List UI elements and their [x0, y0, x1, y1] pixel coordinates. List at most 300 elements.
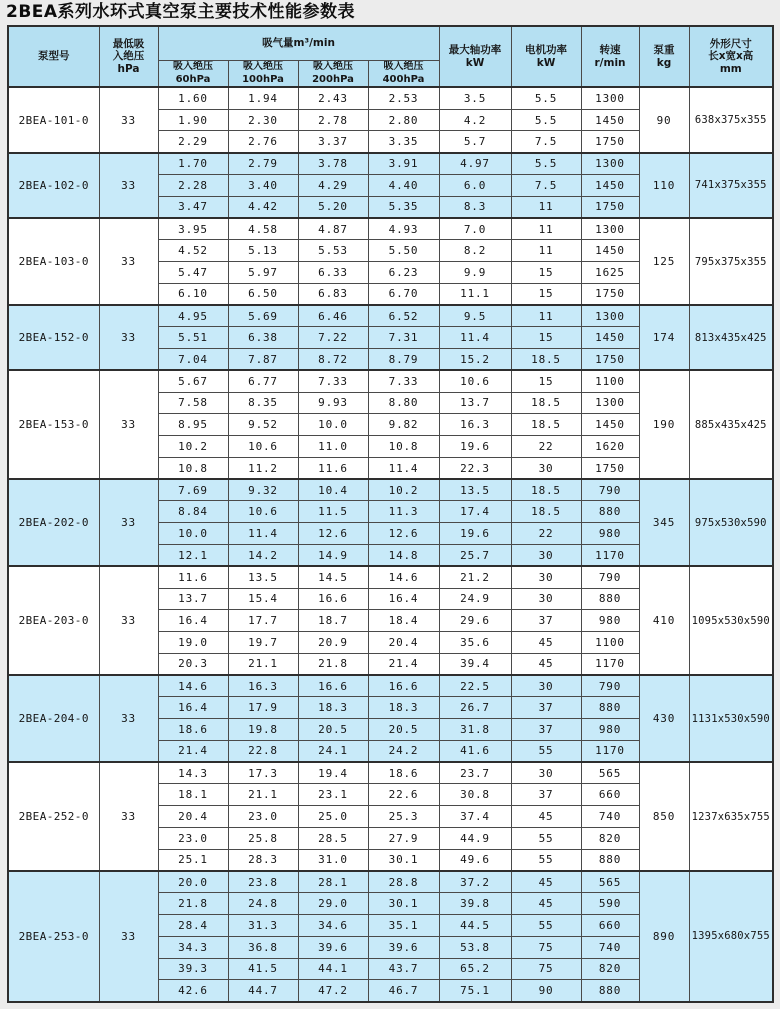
speed-cell: 790: [581, 566, 639, 588]
weight-cell: 850: [639, 762, 689, 871]
capacity-400-cell: 43.7: [368, 958, 439, 980]
capacity-400-cell: 10.8: [368, 436, 439, 458]
motor-power-cell: 22: [511, 523, 581, 545]
capacity-400-cell: 39.6: [368, 936, 439, 958]
speed-cell: 880: [581, 588, 639, 610]
capacity-60-cell: 20.3: [158, 653, 228, 675]
capacity-400-cell: 6.70: [368, 283, 439, 305]
model-cell: 2BEA-153-0: [8, 370, 99, 479]
speed-cell: 565: [581, 762, 639, 784]
motor-power-cell: 11: [511, 240, 581, 262]
capacity-400-cell: 30.1: [368, 893, 439, 915]
speed-cell: 1450: [581, 414, 639, 436]
capacity-200-cell: 2.78: [298, 109, 368, 131]
capacity-200-cell: 16.6: [298, 675, 368, 697]
shaft-power-cell: 35.6: [439, 632, 511, 654]
col-header-capacity-group: 吸气量m³/min: [158, 26, 439, 60]
capacity-200-cell: 29.0: [298, 893, 368, 915]
col-header-dimensions: 外形尺寸 长x宽x高 mm: [689, 26, 773, 87]
shaft-power-cell: 8.3: [439, 196, 511, 218]
capacity-60-cell: 3.47: [158, 196, 228, 218]
shaft-power-cell: 31.8: [439, 719, 511, 741]
capacity-60-cell: 34.3: [158, 936, 228, 958]
speed-cell: 740: [581, 936, 639, 958]
speed-cell: 880: [581, 849, 639, 871]
capacity-400-cell: 21.4: [368, 653, 439, 675]
capacity-100-cell: 9.52: [228, 414, 298, 436]
capacity-400-cell: 8.79: [368, 349, 439, 371]
capacity-60-cell: 12.1: [158, 544, 228, 566]
motor-power-cell: 37: [511, 697, 581, 719]
capacity-100-cell: 15.4: [228, 588, 298, 610]
capacity-100-cell: 23.8: [228, 871, 298, 893]
speed-cell: 980: [581, 610, 639, 632]
capacity-200-cell: 11.6: [298, 457, 368, 479]
shaft-power-cell: 4.97: [439, 153, 511, 175]
capacity-60-cell: 16.4: [158, 697, 228, 719]
table-row: [8, 762, 773, 784]
capacity-100-cell: 1.94: [228, 87, 298, 109]
capacity-60-cell: 1.60: [158, 87, 228, 109]
capacity-60-cell: 10.2: [158, 436, 228, 458]
table-body: [8, 87, 773, 1001]
shaft-power-cell: 44.9: [439, 827, 511, 849]
motor-power-cell: 15: [511, 327, 581, 349]
table-row: [8, 218, 773, 240]
capacity-60-cell: 2.29: [158, 131, 228, 153]
shaft-power-cell: 21.2: [439, 566, 511, 588]
table-row: [8, 675, 773, 697]
shaft-power-cell: 22.3: [439, 457, 511, 479]
dimensions-cell: 885x435x425: [689, 370, 773, 479]
speed-cell: 1450: [581, 240, 639, 262]
min-pressure-cell: 33: [99, 479, 158, 566]
capacity-100-cell: 19.7: [228, 632, 298, 654]
capacity-200-cell: 18.7: [298, 610, 368, 632]
motor-power-cell: 15: [511, 283, 581, 305]
min-pressure-cell: 33: [99, 87, 158, 152]
motor-power-cell: 18.5: [511, 479, 581, 501]
motor-power-cell: 11: [511, 218, 581, 240]
min-pressure-cell: 33: [99, 675, 158, 762]
speed-cell: 740: [581, 806, 639, 828]
capacity-100-cell: 2.30: [228, 109, 298, 131]
weight-cell: 125: [639, 218, 689, 305]
weight-cell: 890: [639, 871, 689, 1002]
capacity-200-cell: 44.1: [298, 958, 368, 980]
capacity-60-cell: 7.58: [158, 392, 228, 414]
capacity-100-cell: 44.7: [228, 980, 298, 1002]
capacity-200-cell: 34.6: [298, 914, 368, 936]
capacity-200-cell: 23.1: [298, 784, 368, 806]
capacity-200-cell: 6.33: [298, 262, 368, 284]
motor-power-cell: 30: [511, 457, 581, 479]
speed-cell: 1620: [581, 436, 639, 458]
capacity-400-cell: 12.6: [368, 523, 439, 545]
shaft-power-cell: 22.5: [439, 675, 511, 697]
capacity-200-cell: 20.9: [298, 632, 368, 654]
shaft-power-cell: 10.6: [439, 370, 511, 392]
speed-cell: 880: [581, 980, 639, 1002]
speed-cell: 820: [581, 827, 639, 849]
shaft-power-cell: 6.0: [439, 174, 511, 196]
shaft-power-cell: 4.2: [439, 109, 511, 131]
capacity-400-cell: 16.6: [368, 675, 439, 697]
capacity-200-cell: 4.87: [298, 218, 368, 240]
speed-cell: 1750: [581, 457, 639, 479]
capacity-60-cell: 10.0: [158, 523, 228, 545]
capacity-200-cell: 11.5: [298, 501, 368, 523]
speed-cell: 1625: [581, 262, 639, 284]
motor-power-cell: 18.5: [511, 349, 581, 371]
capacity-400-cell: 28.8: [368, 871, 439, 893]
col-header-max-shaft-power: 最大轴功率 kW: [439, 26, 511, 87]
motor-power-cell: 5.5: [511, 87, 581, 109]
capacity-400-cell: 2.80: [368, 109, 439, 131]
capacity-100-cell: 16.3: [228, 675, 298, 697]
model-cell: 2BEA-202-0: [8, 479, 99, 566]
capacity-100-cell: 2.79: [228, 153, 298, 175]
model-cell: 2BEA-253-0: [8, 871, 99, 1002]
capacity-400-cell: 30.1: [368, 849, 439, 871]
capacity-100-cell: 5.13: [228, 240, 298, 262]
min-pressure-cell: 33: [99, 153, 158, 218]
dimensions-cell: 638x375x355: [689, 87, 773, 152]
capacity-200-cell: 16.6: [298, 588, 368, 610]
dimensions-cell: 1237x635x755: [689, 762, 773, 871]
spec-table: [7, 25, 774, 1002]
capacity-400-cell: 20.4: [368, 632, 439, 654]
capacity-100-cell: 24.8: [228, 893, 298, 915]
speed-cell: 1170: [581, 740, 639, 762]
capacity-100-cell: 31.3: [228, 914, 298, 936]
capacity-400-cell: 8.80: [368, 392, 439, 414]
motor-power-cell: 55: [511, 849, 581, 871]
capacity-400-cell: 4.40: [368, 174, 439, 196]
capacity-60-cell: 18.1: [158, 784, 228, 806]
capacity-60-cell: 10.8: [158, 457, 228, 479]
shaft-power-cell: 23.7: [439, 762, 511, 784]
shaft-power-cell: 65.2: [439, 958, 511, 980]
capacity-400-cell: 14.6: [368, 566, 439, 588]
motor-power-cell: 37: [511, 719, 581, 741]
capacity-60-cell: 11.6: [158, 566, 228, 588]
capacity-400-cell: 27.9: [368, 827, 439, 849]
capacity-100-cell: 11.2: [228, 457, 298, 479]
capacity-60-cell: 16.4: [158, 610, 228, 632]
motor-power-cell: 15: [511, 262, 581, 284]
shaft-power-cell: 8.2: [439, 240, 511, 262]
capacity-200-cell: 18.3: [298, 697, 368, 719]
model-cell: 2BEA-203-0: [8, 566, 99, 675]
motor-power-cell: 75: [511, 958, 581, 980]
capacity-100-cell: 7.87: [228, 349, 298, 371]
capacity-60-cell: 4.52: [158, 240, 228, 262]
weight-cell: 110: [639, 153, 689, 218]
speed-cell: 660: [581, 784, 639, 806]
capacity-100-cell: 14.2: [228, 544, 298, 566]
model-cell: 2BEA-252-0: [8, 762, 99, 871]
capacity-60-cell: 20.4: [158, 806, 228, 828]
motor-power-cell: 37: [511, 784, 581, 806]
weight-cell: 174: [639, 305, 689, 370]
motor-power-cell: 45: [511, 653, 581, 675]
shaft-power-cell: 5.7: [439, 131, 511, 153]
capacity-200-cell: 47.2: [298, 980, 368, 1002]
model-cell: 2BEA-102-0: [8, 153, 99, 218]
speed-cell: 1300: [581, 218, 639, 240]
col-header-speed: 转速 r/min: [581, 26, 639, 87]
capacity-100-cell: 13.5: [228, 566, 298, 588]
shaft-power-cell: 37.2: [439, 871, 511, 893]
speed-cell: 1300: [581, 87, 639, 109]
capacity-400-cell: 14.8: [368, 544, 439, 566]
capacity-200-cell: 14.9: [298, 544, 368, 566]
capacity-400-cell: 24.2: [368, 740, 439, 762]
capacity-400-cell: 7.33: [368, 370, 439, 392]
speed-cell: 1750: [581, 349, 639, 371]
capacity-200-cell: 9.93: [298, 392, 368, 414]
capacity-400-cell: 2.53: [368, 87, 439, 109]
dimensions-cell: 813x435x425: [689, 305, 773, 370]
speed-cell: 790: [581, 675, 639, 697]
table-header: [8, 26, 773, 87]
min-pressure-cell: 33: [99, 370, 158, 479]
capacity-200-cell: 7.33: [298, 370, 368, 392]
shaft-power-cell: 37.4: [439, 806, 511, 828]
speed-cell: 1450: [581, 174, 639, 196]
min-pressure-cell: 33: [99, 762, 158, 871]
shaft-power-cell: 44.5: [439, 914, 511, 936]
capacity-200-cell: 7.22: [298, 327, 368, 349]
capacity-100-cell: 28.3: [228, 849, 298, 871]
capacity-400-cell: 7.31: [368, 327, 439, 349]
capacity-60-cell: 2.28: [158, 174, 228, 196]
shaft-power-cell: 7.0: [439, 218, 511, 240]
capacity-60-cell: 1.70: [158, 153, 228, 175]
dimensions-cell: 1395x680x755: [689, 871, 773, 1002]
capacity-60-cell: 14.6: [158, 675, 228, 697]
motor-power-cell: 45: [511, 893, 581, 915]
shaft-power-cell: 11.1: [439, 283, 511, 305]
table-row: [8, 871, 773, 893]
motor-power-cell: 55: [511, 827, 581, 849]
page-title: 2BEA系列水环式真空泵主要技术性能参数表: [6, 2, 356, 22]
min-pressure-cell: 33: [99, 871, 158, 1002]
speed-cell: 565: [581, 871, 639, 893]
speed-cell: 980: [581, 523, 639, 545]
capacity-200-cell: 6.46: [298, 305, 368, 327]
capacity-60-cell: 7.69: [158, 479, 228, 501]
capacity-60-cell: 21.4: [158, 740, 228, 762]
speed-cell: 1300: [581, 392, 639, 414]
capacity-60-cell: 42.6: [158, 980, 228, 1002]
speed-cell: 1450: [581, 109, 639, 131]
motor-power-cell: 55: [511, 914, 581, 936]
motor-power-cell: 18.5: [511, 501, 581, 523]
capacity-60-cell: 23.0: [158, 827, 228, 849]
shaft-power-cell: 26.7: [439, 697, 511, 719]
shaft-power-cell: 41.6: [439, 740, 511, 762]
shaft-power-cell: 9.9: [439, 262, 511, 284]
speed-cell: 1750: [581, 196, 639, 218]
capacity-400-cell: 5.50: [368, 240, 439, 262]
capacity-100-cell: 4.58: [228, 218, 298, 240]
capacity-60-cell: 21.8: [158, 893, 228, 915]
motor-power-cell: 7.5: [511, 174, 581, 196]
dimensions-cell: 1095x530x590: [689, 566, 773, 675]
capacity-200-cell: 25.0: [298, 806, 368, 828]
table-row: [8, 370, 773, 392]
motor-power-cell: 90: [511, 980, 581, 1002]
shaft-power-cell: 9.5: [439, 305, 511, 327]
capacity-200-cell: 24.1: [298, 740, 368, 762]
capacity-400-cell: 4.93: [368, 218, 439, 240]
capacity-400-cell: 18.4: [368, 610, 439, 632]
weight-cell: 190: [639, 370, 689, 479]
capacity-60-cell: 20.0: [158, 871, 228, 893]
capacity-200-cell: 5.20: [298, 196, 368, 218]
capacity-200-cell: 3.37: [298, 131, 368, 153]
shaft-power-cell: 15.2: [439, 349, 511, 371]
motor-power-cell: 11: [511, 196, 581, 218]
capacity-400-cell: 46.7: [368, 980, 439, 1002]
table-row: [8, 479, 773, 501]
shaft-power-cell: 53.8: [439, 936, 511, 958]
shaft-power-cell: 16.3: [439, 414, 511, 436]
motor-power-cell: 30: [511, 762, 581, 784]
motor-power-cell: 30: [511, 544, 581, 566]
capacity-60-cell: 5.51: [158, 327, 228, 349]
capacity-60-cell: 14.3: [158, 762, 228, 784]
model-cell: 2BEA-101-0: [8, 87, 99, 152]
capacity-400-cell: 20.5: [368, 719, 439, 741]
capacity-400-cell: 35.1: [368, 914, 439, 936]
shaft-power-cell: 19.6: [439, 523, 511, 545]
capacity-60-cell: 13.7: [158, 588, 228, 610]
shaft-power-cell: 39.8: [439, 893, 511, 915]
capacity-100-cell: 9.32: [228, 479, 298, 501]
capacity-400-cell: 11.4: [368, 457, 439, 479]
motor-power-cell: 37: [511, 610, 581, 632]
dimensions-cell: 795x375x355: [689, 218, 773, 305]
min-pressure-cell: 33: [99, 566, 158, 675]
capacity-60-cell: 3.95: [158, 218, 228, 240]
speed-cell: 1170: [581, 653, 639, 675]
dimensions-cell: 975x530x590: [689, 479, 773, 566]
capacity-400-cell: 18.6: [368, 762, 439, 784]
capacity-200-cell: 6.83: [298, 283, 368, 305]
shaft-power-cell: 13.7: [439, 392, 511, 414]
model-cell: 2BEA-204-0: [8, 675, 99, 762]
speed-cell: 590: [581, 893, 639, 915]
col-header-capacity-60hpa: 吸入绝压 60hPa: [158, 60, 228, 87]
capacity-100-cell: 5.97: [228, 262, 298, 284]
col-header-min-pressure: 最低吸 入绝压 hPa: [99, 26, 158, 87]
motor-power-cell: 30: [511, 588, 581, 610]
capacity-100-cell: 21.1: [228, 653, 298, 675]
capacity-100-cell: 25.8: [228, 827, 298, 849]
shaft-power-cell: 13.5: [439, 479, 511, 501]
capacity-200-cell: 28.5: [298, 827, 368, 849]
capacity-100-cell: 10.6: [228, 436, 298, 458]
capacity-200-cell: 12.6: [298, 523, 368, 545]
capacity-400-cell: 25.3: [368, 806, 439, 828]
capacity-400-cell: 22.6: [368, 784, 439, 806]
motor-power-cell: 18.5: [511, 414, 581, 436]
shaft-power-cell: 19.6: [439, 436, 511, 458]
capacity-100-cell: 11.4: [228, 523, 298, 545]
capacity-100-cell: 41.5: [228, 958, 298, 980]
capacity-60-cell: 8.84: [158, 501, 228, 523]
motor-power-cell: 18.5: [511, 392, 581, 414]
col-header-capacity-100hpa: 吸入绝压 100hPa: [228, 60, 298, 87]
capacity-100-cell: 17.3: [228, 762, 298, 784]
capacity-60-cell: 6.10: [158, 283, 228, 305]
capacity-200-cell: 2.43: [298, 87, 368, 109]
capacity-100-cell: 4.42: [228, 196, 298, 218]
capacity-60-cell: 1.90: [158, 109, 228, 131]
motor-power-cell: 22: [511, 436, 581, 458]
capacity-60-cell: 7.04: [158, 349, 228, 371]
col-header-motor-power: 电机功率 kW: [511, 26, 581, 87]
motor-power-cell: 45: [511, 806, 581, 828]
model-cell: 2BEA-152-0: [8, 305, 99, 370]
capacity-100-cell: 3.40: [228, 174, 298, 196]
motor-power-cell: 7.5: [511, 131, 581, 153]
col-header-weight: 泵重 kg: [639, 26, 689, 87]
capacity-200-cell: 21.8: [298, 653, 368, 675]
capacity-100-cell: 19.8: [228, 719, 298, 741]
capacity-200-cell: 10.4: [298, 479, 368, 501]
capacity-200-cell: 14.5: [298, 566, 368, 588]
capacity-100-cell: 17.7: [228, 610, 298, 632]
capacity-400-cell: 10.2: [368, 479, 439, 501]
dimensions-cell: 741x375x355: [689, 153, 773, 218]
capacity-100-cell: 6.38: [228, 327, 298, 349]
capacity-400-cell: 3.91: [368, 153, 439, 175]
capacity-200-cell: 10.0: [298, 414, 368, 436]
capacity-200-cell: 11.0: [298, 436, 368, 458]
capacity-400-cell: 5.35: [368, 196, 439, 218]
capacity-200-cell: 31.0: [298, 849, 368, 871]
capacity-400-cell: 11.3: [368, 501, 439, 523]
table-row: [8, 305, 773, 327]
motor-power-cell: 55: [511, 740, 581, 762]
capacity-60-cell: 19.0: [158, 632, 228, 654]
capacity-200-cell: 3.78: [298, 153, 368, 175]
motor-power-cell: 75: [511, 936, 581, 958]
capacity-200-cell: 28.1: [298, 871, 368, 893]
capacity-60-cell: 5.47: [158, 262, 228, 284]
capacity-200-cell: 19.4: [298, 762, 368, 784]
capacity-60-cell: 4.95: [158, 305, 228, 327]
capacity-60-cell: 18.6: [158, 719, 228, 741]
shaft-power-cell: 25.7: [439, 544, 511, 566]
shaft-power-cell: 3.5: [439, 87, 511, 109]
dimensions-cell: 1131x530x590: [689, 675, 773, 762]
speed-cell: 1100: [581, 632, 639, 654]
capacity-60-cell: 39.3: [158, 958, 228, 980]
speed-cell: 880: [581, 697, 639, 719]
table-row: [8, 153, 773, 175]
speed-cell: 790: [581, 479, 639, 501]
capacity-400-cell: 16.4: [368, 588, 439, 610]
motor-power-cell: 5.5: [511, 109, 581, 131]
speed-cell: 1300: [581, 153, 639, 175]
capacity-100-cell: 36.8: [228, 936, 298, 958]
capacity-400-cell: 18.3: [368, 697, 439, 719]
